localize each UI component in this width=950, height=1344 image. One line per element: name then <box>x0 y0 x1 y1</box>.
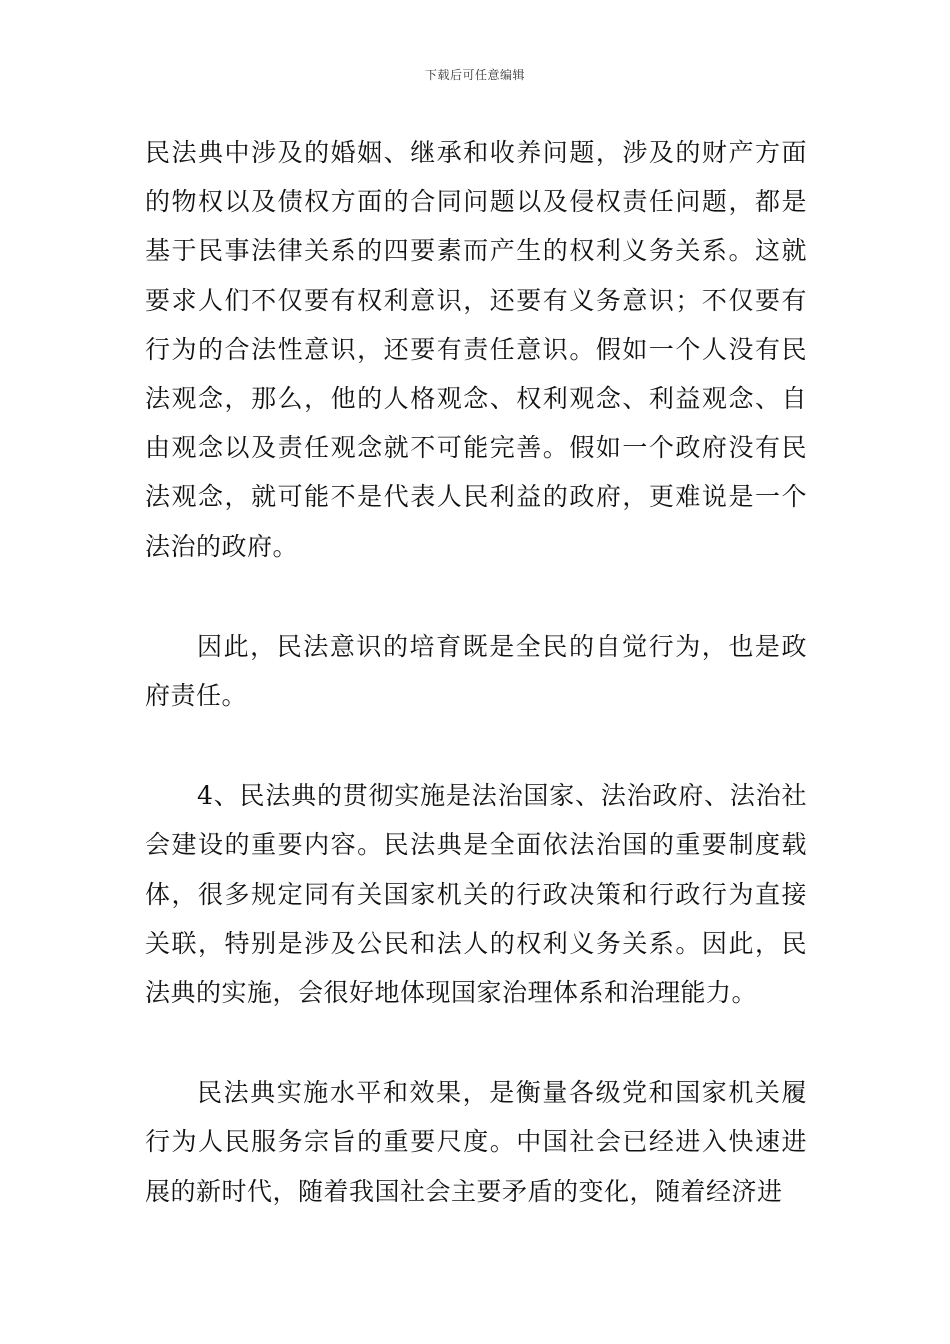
paragraph-gap <box>145 720 807 771</box>
document-body <box>145 128 807 1216</box>
paragraph-gap <box>145 571 807 622</box>
paragraph-3: 4、民法典的贯彻实施是法治国家、法治政府、法治社会建设的重要内容。民法典是全面依法治国的重要制度载体，很多规定同有关国家机关的行政决策和行政行为直接关联，特别是涉及公民和法人的权利义务关系。因此，民法典的实施，会很好地体现国家治理体系和治理能力。 <box>145 781 807 1008</box>
paragraph-1: 民法典中涉及的婚姻、继承和收养问题，涉及的财产方面的物权以及债权方面的合同问题以及侵权责任问题，都是基于民事法律关系的四要素而产生的权利义务关系。这就要求人们不仅要有权利意识，还要有义务意识；不仅要有行为的合法性意识，还要有责任意识。假如一个人没有民法观念，那么，他的人格观念、权利观念、利益观念、自由观念以及责任观念就不可能完善。假如一个政府没有民法观念，就可能不是代表人民利益的政府，更难说是一个法治的政府。 <box>145 138 807 561</box>
header-note: 下载后可任意编辑 <box>424 68 525 82</box>
paragraph-gap <box>145 1017 807 1068</box>
paragraph-4: 民法典实施水平和效果，是衡量各级党和国家机关履行为人民服务宗旨的重要尺度。中国社会已经进入快速进展的新时代，随着我国社会主要矛盾的变化，随着经济进 <box>145 1078 807 1206</box>
paragraph-2: 因此，民法意识的培育既是全民的自觉行为，也是政府责任。 <box>145 631 807 711</box>
